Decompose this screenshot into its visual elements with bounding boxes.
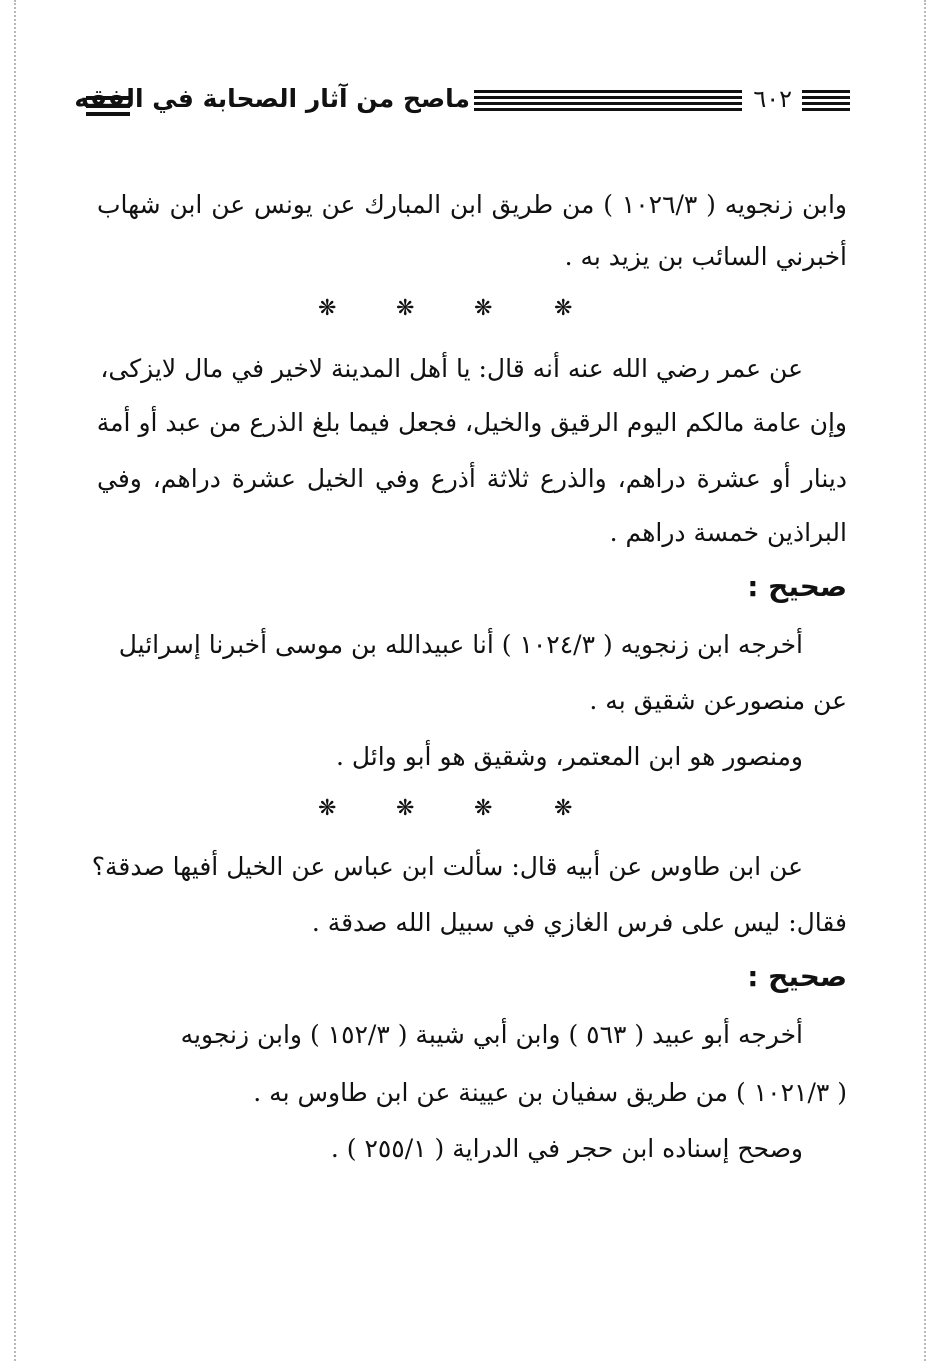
text-line: أخبرني السائب بن يزيد به .	[564, 242, 847, 271]
right-margin-dots	[924, 0, 926, 1361]
text-line: فقال: ليس على فرس الغازي في سبيل الله صدقة .	[311, 908, 847, 937]
header-rule-middle	[474, 90, 742, 116]
text-line: أخرجه أبو عبيد ( ٥٦٣ ) وابن أبي شيبة ( ١٥٢/٣ ) وابن زنجويه	[180, 1020, 803, 1049]
header-rule-right	[802, 90, 850, 116]
grade-heading: صحيح :	[747, 960, 847, 993]
text-line: عن عمر رضي الله عنه أنه قال: يا أهل المدينة لاخير في مال لايزكى،	[100, 354, 803, 383]
page-number: ٦٠٢	[753, 85, 792, 113]
section-separator	[0, 294, 939, 324]
text-line: دينار أو عشرة دراهم، والذرع ثلاثة أذرع وفي الخيل عشرة دراهم، وفي	[97, 464, 847, 493]
asterisk-flower-icon: ❋	[396, 796, 415, 821]
asterisk-flower-icon: ❋	[318, 296, 337, 321]
asterisk-flower-icon: ❋	[554, 296, 573, 321]
section-separator	[0, 794, 939, 824]
text-line: عن منصورعن شقيق به .	[589, 686, 847, 715]
asterisk-flower-icon: ❋	[554, 796, 573, 821]
text-line: ومنصور هو ابن المعتمر، وشقيق هو أبو وائل .	[335, 742, 803, 771]
text-line: وابن زنجويه ( ١٠٢٦/٣ ) من طريق ابن المبارك عن يونس عن ابن شهاب	[97, 190, 847, 219]
text-line: وإن عامة مالكم اليوم الرقيق والخيل، فجعل فيما بلغ الذرع من عبد أو أمة	[96, 408, 847, 437]
asterisk-flower-icon: ❋	[396, 296, 415, 321]
asterisk-flower-icon: ❋	[318, 796, 337, 821]
text-line: أخرجه ابن زنجويه ( ١٠٢٤/٣ ) أنا عبيدالله بن موسى أخبرنا إسرائيل	[118, 630, 803, 659]
text-line: ( ١٠٢١/٣ ) من طريق سفيان بن عيينة عن ابن طاوس به .	[253, 1078, 847, 1107]
page-header	[74, 84, 850, 124]
text-line: عن ابن طاوس عن أبيه قال: سألت ابن عباس عن الخيل أفيها صدقة؟	[91, 852, 803, 881]
asterisk-flower-icon: ❋	[474, 296, 493, 321]
left-margin-dots	[14, 0, 16, 1361]
running-title: ماصح من آثار الصحابة في الفقه	[74, 84, 470, 113]
text-line: وصحح إسناده ابن حجر في الدراية ( ٢٥٥/١ ) .	[330, 1134, 803, 1163]
asterisk-flower-icon: ❋	[474, 796, 493, 821]
grade-heading: صحيح :	[747, 570, 847, 603]
text-line: البراذين خمسة دراهم .	[609, 518, 847, 547]
